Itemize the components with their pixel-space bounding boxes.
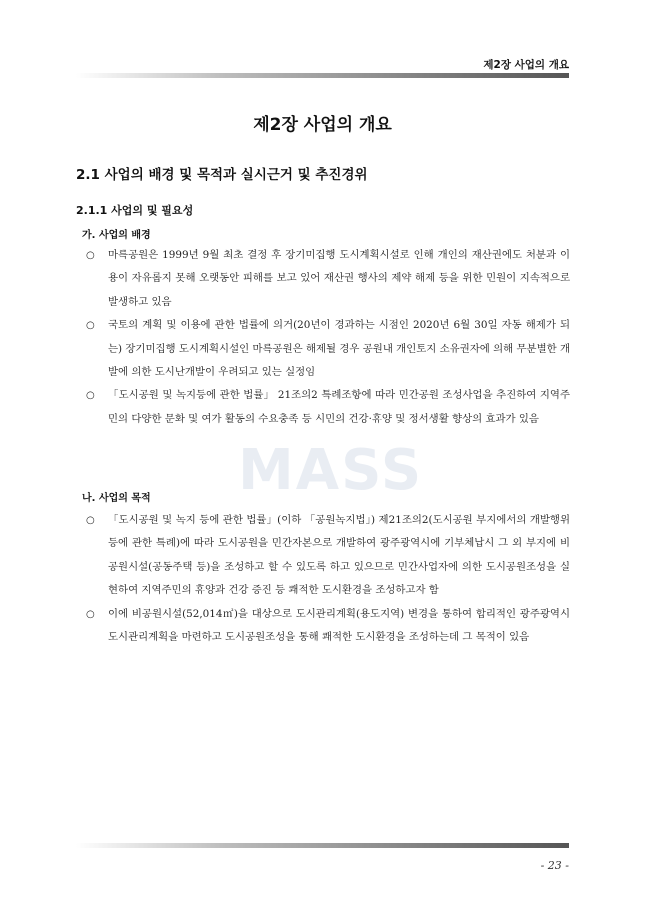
list-item [86,603,570,650]
list-item-text: 「도시공원 및 녹지 등에 관한 법률」(이하 「공원녹지법」) 제21조의2(도시공원 부지에서의 개발행위 등에 관한 특례)에 따라 도시공원을 민간자본으로 개발하여 광주광역시에 기부체납시 그 외 부지에 비공원시설(공동주택 등)을 조성하고 할 수 있도록 하고 있으므로 민간사업자에 의한 도시공원조성을 실현하여 지역주민의 휴양과 건강 증진 등 쾌적한 도시환경을 조성하고자 함 [108,514,570,597]
footer-rule [76,843,569,848]
list-item-text: 국토의 계획 및 이용에 관한 법률에 의거(20년이 경과하는 시점인 2020년 6월 30일 자동 해제가 되는) 장기미집행 도시계획시설인 마륵공원은 해제될 경우 공원내 개인토지 소유권자에 의해 무분별한 개발에 의한 도시난개발이 우려되고 있는 실정임 [108,319,570,379]
watermark: MASS [238,438,424,503]
header-rule [76,73,569,78]
section-heading: 2.1 사업의 배경 및 목적과 실시근거 및 추진경위 [76,167,368,183]
part-b-title: 나. 사업의 목적 [82,493,151,504]
list-item [86,384,570,431]
part-a-list [86,244,570,431]
running-header-title: 제2장 사업의 개요 [483,59,569,71]
circle-bullet-icon: ○ [86,250,95,261]
list-item [86,314,570,384]
circle-bullet-icon: ○ [86,608,95,620]
circle-bullet-icon: ○ [86,515,95,526]
list-item-text: 「도시공원 및 녹지등에 관한 법률」 21조의2 특례조항에 따라 민간공원 조성사업을 추진하여 지역주민의 다양한 문화 및 여가 활동의 수요충족 등 시민의 건강·휴양 및 정서생활 향상의 효과가 있음 [108,389,570,425]
circle-bullet-icon: ○ [86,390,95,402]
page-number: - 23 - [540,859,569,872]
circle-bullet-icon: ○ [86,320,95,332]
list-item-text: 이에 비공원시설(52,014㎡)을 대상으로 도시관리계획(용도지역) 변경을 통하여 합리적인 광주광역시 도시관리계획을 마련하고 도시공원조성을 통해 쾌적한 도시환경을 조성하는데 그 목적이 있음 [108,607,570,644]
subsection-heading: 2.1.1 사업의 및 필요성 [76,204,194,217]
list-item [86,244,570,314]
list-item [86,509,570,603]
chapter-title: 제2장 사업의 개요 [253,115,392,135]
part-b-list [86,509,570,649]
part-a-title: 가. 사업의 배경 [82,230,151,241]
list-item-text: 마륵공원은 1999년 9월 최초 결정 후 장기미집행 도시계획시설로 인해 개인의 재산권에도 처분과 이용이 자유롭지 못해 오랫동안 피해를 보고 있어 재산권 행사의 제약 해제 등을 위한 민원이 지속적으로 발생하고 있음 [108,249,570,308]
